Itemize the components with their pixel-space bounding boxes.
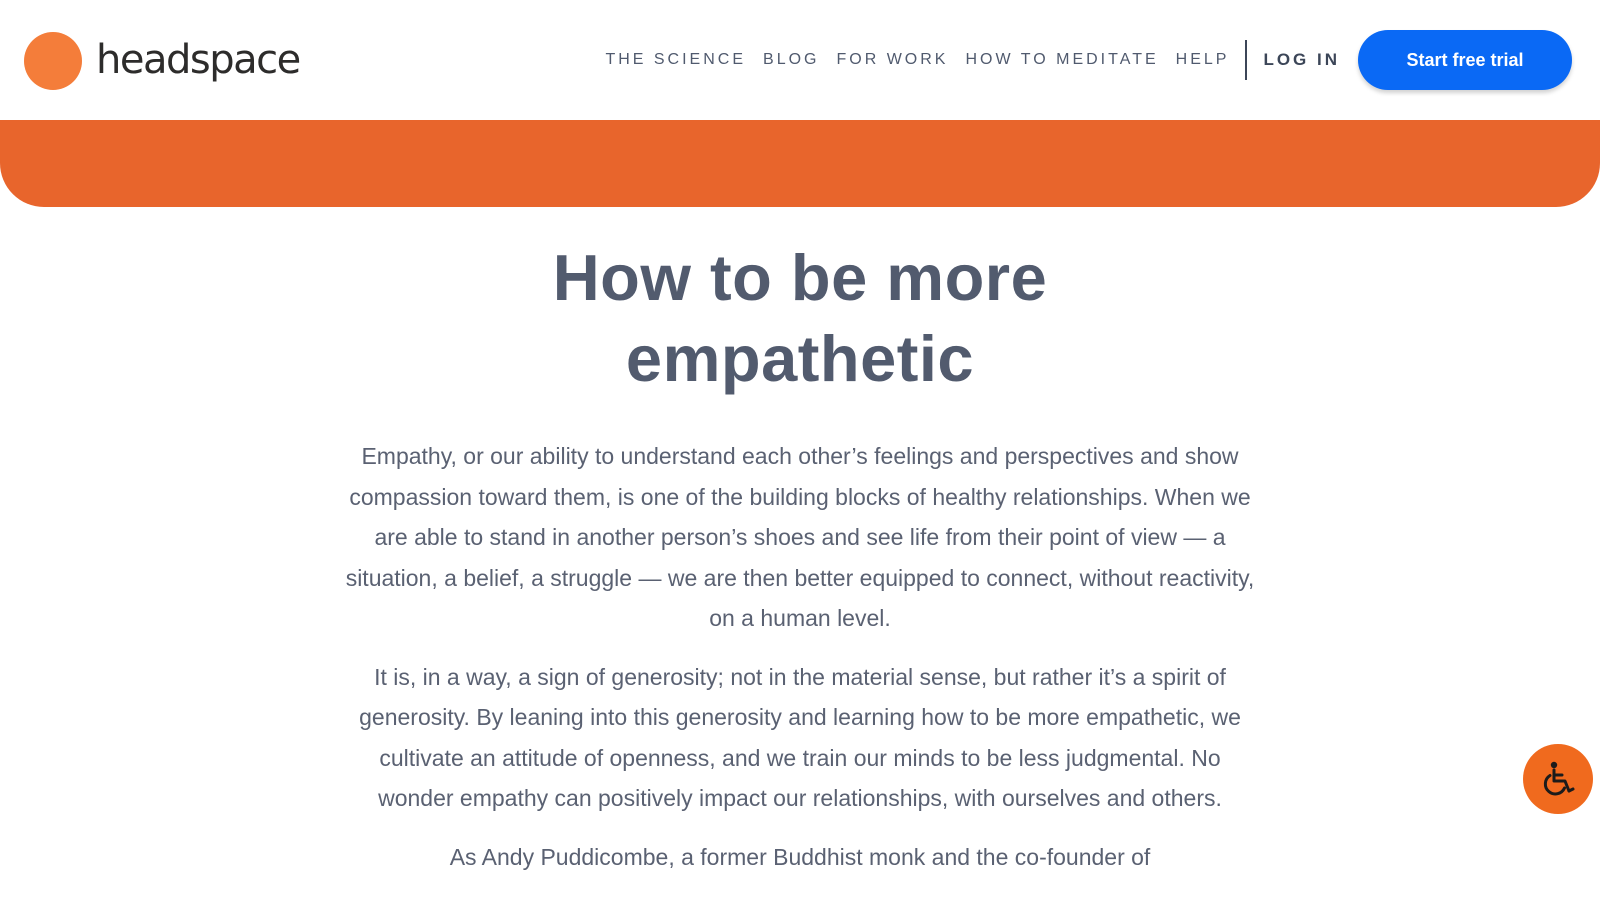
nav-how-to-meditate[interactable]: HOW TO MEDITATE — [965, 51, 1159, 68]
headspace-logo[interactable] — [24, 32, 300, 90]
wheelchair-icon — [1538, 759, 1578, 799]
nav-help[interactable]: HELP — [1175, 51, 1230, 68]
login-link[interactable]: LOG IN — [1263, 50, 1340, 69]
logo-dot-icon — [24, 32, 82, 90]
article-paragraph-2: It is, in a way, a sign of generosity; not in the material sense, but rather it’s a spirit of generosity. By leaning into this generosity and learning how to be more empathetic, we cultivate an attitude of openness, and we train our minds to be less judgmental. No wonder empathy can positively impact our relationships, with ourselves and others. — [359, 663, 1241, 811]
start-free-trial-button[interactable]: Start free trial — [1358, 30, 1572, 90]
article-paragraph-3: As Andy Puddicombe, a former Buddhist monk and the co-founder of — [449, 843, 1151, 870]
accessibility-button[interactable] — [1523, 744, 1593, 814]
article-title: How to be more empathetic — [552, 241, 1048, 395]
nav-divider — [1245, 40, 1247, 80]
logo-wordmark: headspace — [96, 37, 300, 83]
nav-blog[interactable]: BLOG — [763, 51, 820, 68]
main-nav — [605, 30, 1572, 90]
article-paragraph-1: Empathy, or our ability to understand each other’s feelings and perspectives and show compassion toward them, is one of the building blocks of healthy relationships. When we are able to stand in another person’s shoes and see life from their point of view — a situation, a belief, a struggle — we are then better equipped to connect, without reactivity, on a human level. — [345, 443, 1255, 631]
hero-banner — [0, 120, 1600, 207]
article — [0, 207, 1600, 877]
site-header — [0, 0, 1600, 120]
nav-for-work[interactable]: FOR WORK — [836, 51, 949, 68]
nav-the-science[interactable]: THE SCIENCE — [605, 51, 747, 68]
